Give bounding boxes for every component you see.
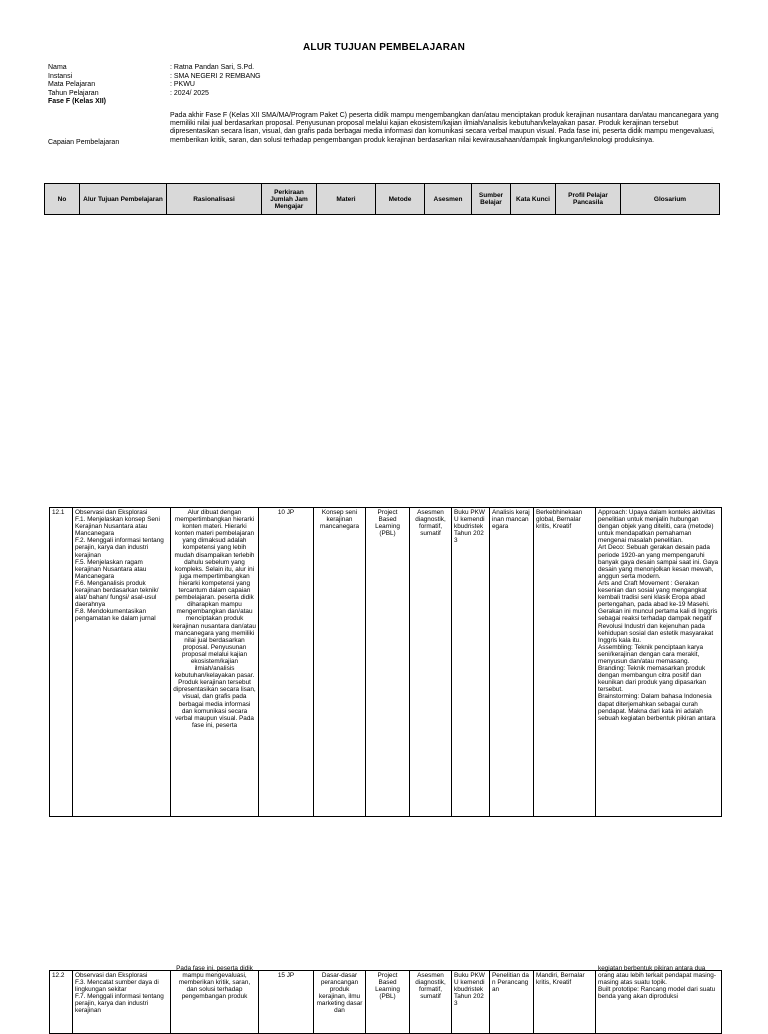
header-alur: Alur Tujuan Pembelajaran (80, 184, 167, 215)
header-sumber: Sumber Belajar (472, 184, 511, 215)
row-materi: Konsep seni kerajinan mancanegara (314, 508, 366, 817)
row-jam: 15 JP (259, 971, 314, 1034)
row-alur: Observasi dan Eksplorasi F.1. Menjelaskan konsep Seni Kerajinan Nusantara atau Mancanegara F.2. Menggali informasi tentang perajin, karya dan industri kerajinan F.5. Menjelaskan ragam kerajinan Nusantara atau Mancanegara F.6. Menganalisis produk kerajinan berdasarkan teknik/ alat/ bahan/ fungsi/ asal-usul daerahnya F.8. Mendokumentasikan pengamatan ke dalam jurnal (73, 508, 171, 817)
header-row (45, 184, 720, 215)
mapel-label: Mata Pelajaran (48, 81, 96, 88)
row-metode: Project Based Learning (PBL) (366, 971, 410, 1034)
row-rasionalisasi: Alur dibuat dengan mempertimbangkan hierarki konten materi. Hierarki konten materi pembelajaran yang dimaksud adalah kompetensi yang lebih mudah disampaikan terlebih dahulu sebelum yang kompleks. Selain itu, alur ini juga mempertimbangkan hierarki kompetensi yang tercantum dalam capaian pembelajaran. peserta didik diharapkan mampu mengembangkan dan/atau menciptakan produk kerajinan nusantara dan/atau mancanegara yang memiliki nilai jual berdasarkan proposal. Penyusunan proposal melalui kajian ekosistem/kajian ilmiah/analisis kebutuhan/kelayakan pasar. Produk kerajinan tersebut dipresentasikan secara lisan, visual, dan grafis pada berbagai media informasi dan komunikasi secara verbal maupun visual. Pada fase ini, peserta (171, 508, 259, 817)
capaian-label: Capaian Pembelajaran (48, 139, 120, 146)
row-glosarium: kegiatan berbentuk pikiran antara dua orang atau lebih terkait pendapat masing-masing atas suatu topik. Built prototipe: Rancang model dari suatu benda yang akan diproduksi (596, 971, 722, 1034)
header-jam: Perkiraan Jumlah Jam Mengajar (262, 184, 317, 215)
document-title: ALUR TUJUAN PEMBELAJARAN (302, 42, 466, 53)
instansi-value: : SMA NEGERI 2 REMBANG (170, 72, 261, 80)
nama-label: Nama (48, 64, 67, 71)
table-row (49, 507, 722, 817)
nama-value: : Ratna Pandan Sari, S.Pd. (170, 64, 255, 71)
header-glosarium: Glosarium (621, 184, 720, 215)
row-asesmen: Asesmen diagnostik, formatif, sumatif (410, 971, 452, 1034)
row-jam: 10 JP (259, 508, 314, 817)
header-kata-kunci: Kata Kunci (511, 184, 556, 215)
mapel-value: : PKWU (170, 81, 195, 88)
capaian-text: Pada akhir Fase F (Kelas XII SMA/MA/Program Paket C) peserta didik mampu mengembangkan dan/atau menciptakan produk kerajinan nusantara dan/atau mancanegara yang memiliki nilai jual berdasarkan proposal. Penyusunan proposal melalui kajian ekosistem/kajian ilmiah/analisis kebutuhan/kelayakan pasar. Produk kerajinan tersebut dipresentasikan secara lisan, visual, dan grafis pada berbagai media informasi dan komunikasi secara verbal maupun visual. Pada fase ini, peserta didik mampu mengevaluasi, memberikan kritik, saran, dan solusi terhadap pengembangan produk kerajinan berdasarkan nilai kewirausahaan/dampak lingkungan/teknologi produksinya. (170, 112, 719, 144)
row-profil: Mandiri, Bernalar kritis, Kreatif (534, 971, 596, 1034)
instansi-label: Instansi (48, 72, 73, 80)
row-no: 12.1 (50, 508, 73, 817)
row-sumber: Buku PKWU kemendikbudristek Tahun 2023 (452, 508, 490, 817)
header-asesmen: Asesmen (425, 184, 472, 215)
row-rasionalisasi: Pada fase ini, peserta didik mampu mengevaluasi, memberikan kritik, saran, dan solusi terhadap pengembangan produk (171, 971, 259, 1034)
meta-values (170, 64, 261, 98)
row-sumber: Buku PKWU kemendikbudristek Tahun 2023 (452, 971, 490, 1034)
header-metode: Metode (376, 184, 425, 215)
tahun-label: Tahun Pelajaran (48, 89, 99, 97)
row-no: 12.2 (50, 971, 73, 1034)
row-glosarium: Approach: Upaya dalam konteks aktivitas penelitian untuk menjalin hubungan dengan objek yang diteliti, cara (metode) untuk mendapatkan pemahaman mengenai masalah penelitian. Art Deco: Sebuah gerakan desain pada periode 1920-an yang mempengaruhi banyak gaya desain sampai saat ini. Gaya desain yang menonjolkan kesan mewah, anggun serta modern. Arts and Craft Movement : Gerakan kesenian dan sosial yang mengangkat kembali tradisi seni klasik Eropa abad pertengahan, pada abad ke-19 Masehi. Gerakan ini muncul pertama kali di Inggris sebagai reaksi terhadap dampak negatif Revolusi Industri dan kejenuhan pada kehidupan sosial dan estetik masyarakat Inggris kala itu. Assembling: Teknik penciptaan karya seni/kerajinan dengan cara merakit, menyusun dan/atau memasang. Branding: Teknik memasarkan produk dengan membangun citra positif dan keunikan dari produk yang dipasarkan tersebut. Brainstorming: Dalam bahasa Indonesia dapat diterjemahkan sebagai curah pendapat. Makna dari kata ini adalah sebuah kegiatan berbentuk pikiran antara (596, 508, 722, 817)
row-metode: Project Based Learning (PBL) (366, 508, 410, 817)
header-rasionalisasi: Rasionalisasi (167, 184, 262, 215)
meta-labels (48, 64, 106, 107)
row-profil: Berkebhinekaan global, Bernalar kritis, Kreatif (534, 508, 596, 817)
row-asesmen: Asesmen diagnostik, formatif, sumatif (410, 508, 452, 817)
header-materi: Materi (317, 184, 376, 215)
fase-label: Fase F (Kelas XII) (48, 98, 106, 105)
header-profil: Profil Pelajar Pancasila (556, 184, 621, 215)
table-row (49, 965, 722, 1034)
row-alur: Observasi dan Eksplorasi F.3. Mencatat sumber daya di lingkungan sekitar F.7. Menggali informasi tentang perajin, karya dan industri kerajinan (73, 971, 171, 1034)
tahun-value: : 2024/ 2025 (170, 89, 209, 97)
header-no: No (45, 184, 80, 215)
row-kata-kunci: Penelitian dan Perancangan (490, 971, 534, 1034)
row-kata-kunci: Analisis kerajinan mancanegara (490, 508, 534, 817)
table-header (44, 183, 720, 215)
row-materi: Dasar-dasar perancangan produk kerajinan, ilmu marketing dasar dan (314, 971, 366, 1034)
